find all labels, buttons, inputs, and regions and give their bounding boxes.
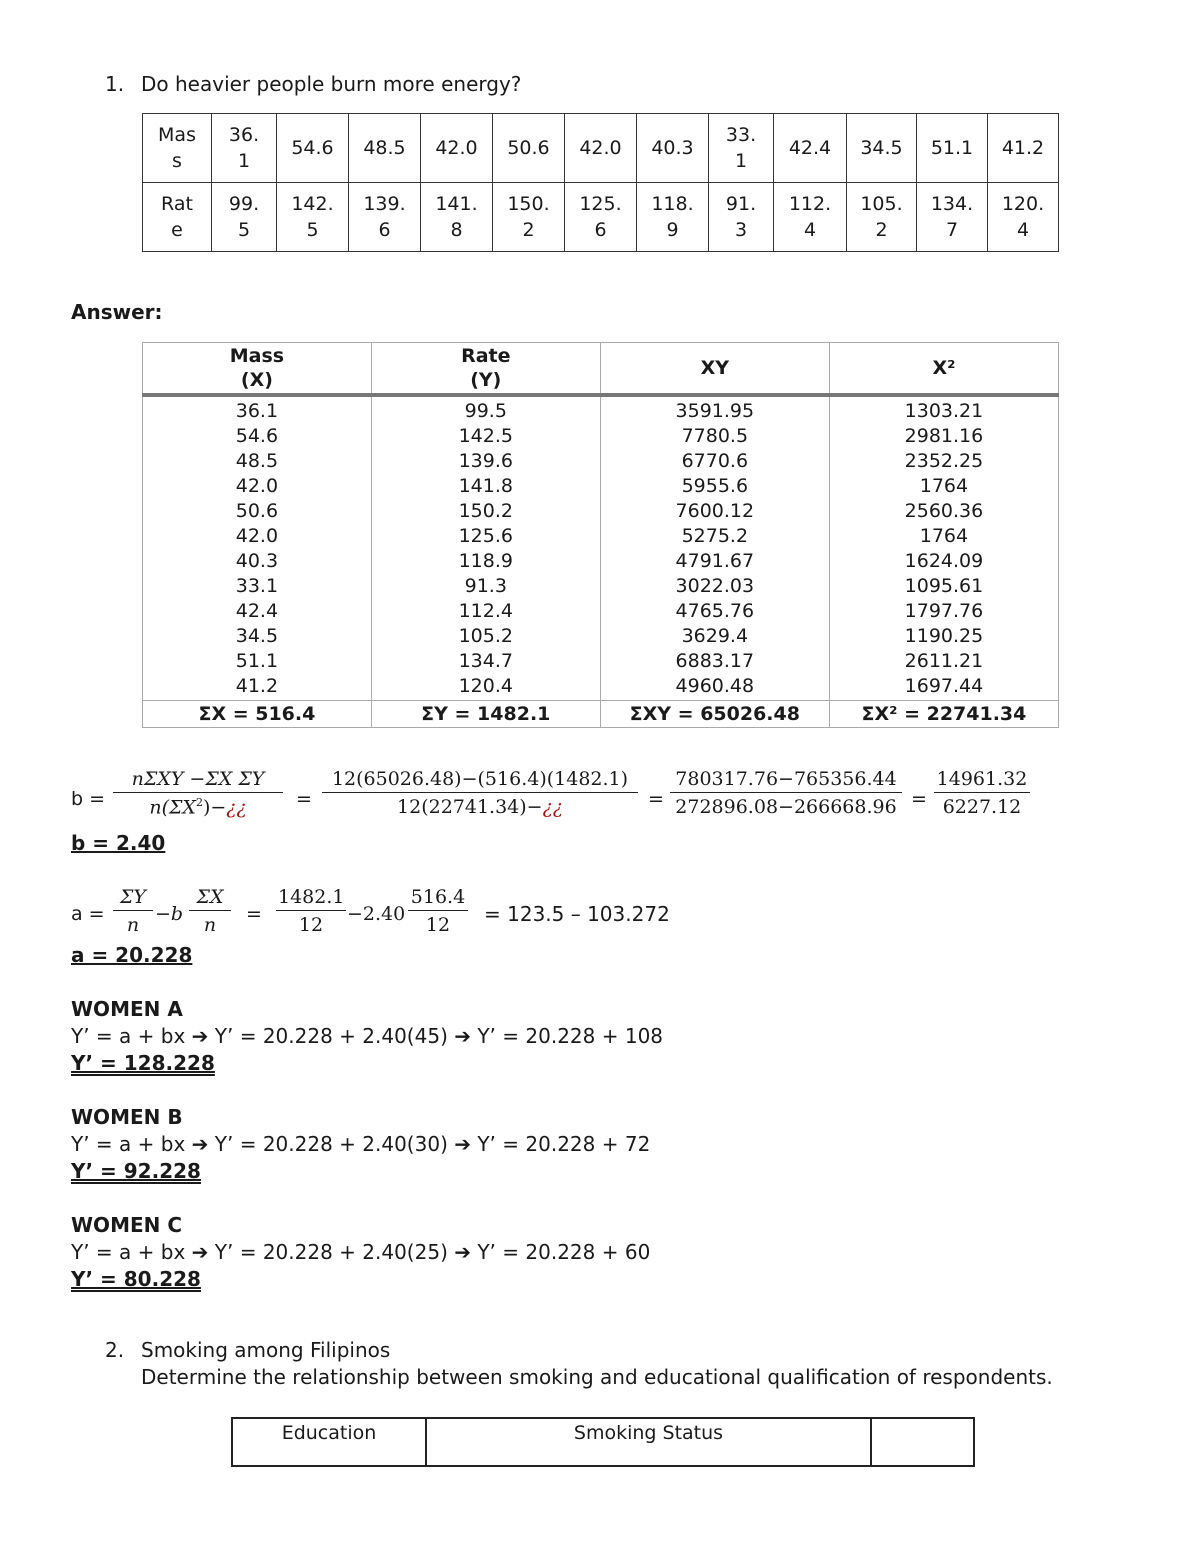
value-cell: 36.1 [235, 400, 279, 422]
mass-cell-text: 42.0 [579, 137, 622, 159]
a-f4-den: 12 [425, 914, 451, 936]
column-xy [600, 395, 829, 701]
value-cell: 134.7 [458, 650, 513, 672]
row-label-rate-text: Rat [161, 193, 193, 215]
a-f3-num: 1482.1 [276, 886, 346, 911]
value-cell: 6883.17 [675, 650, 755, 672]
rate-cell-text: 139. [363, 193, 406, 215]
smoking-header-status: Smoking Status [426, 1418, 871, 1466]
a-fraction-sum-y [276, 886, 346, 936]
rate-cell-text: 2 [875, 219, 888, 241]
a-fraction-y [113, 886, 153, 936]
mass-cell [637, 114, 709, 183]
rate-cell-text: 99. [228, 193, 260, 215]
smoking-header-education: Education [232, 1418, 426, 1466]
header-text: (X) [240, 369, 273, 391]
row-label-rate-text: e [171, 219, 183, 241]
rate-cell [709, 183, 774, 252]
sum-rate-y: ΣY = 1482.1 [371, 701, 600, 728]
rate-cell-text: 125. [579, 193, 622, 215]
mass-rate-table [142, 113, 1059, 252]
mass-cell-text: 41.2 [1001, 137, 1045, 159]
rate-cell-text: 9 [666, 219, 679, 241]
value-cell: 50.6 [235, 500, 279, 522]
b-fraction-result [934, 768, 1030, 818]
question-2-subtitle: Determine the relationship between smoking and educational qualification of respondents. [141, 1365, 1053, 1389]
a-minus-b: −b [155, 903, 184, 925]
b-f2-num: 12(65026.48)−(516.4)(1482.1) [322, 768, 638, 793]
b-result: b = 2.40 [71, 831, 166, 855]
women-a-title: WOMEN A [71, 997, 183, 1021]
value-cell: 48.5 [235, 450, 279, 472]
value-cell: 1190.25 [904, 625, 984, 647]
mass-cell-text: 1 [237, 150, 251, 172]
rate-cell-text: 105. [860, 193, 903, 215]
mass-cell [565, 114, 637, 183]
mass-cell [774, 114, 847, 183]
value-cell: 7780.5 [681, 425, 749, 447]
header-text: (Y) [470, 369, 502, 391]
b-f4-den: 6227.12 [942, 796, 1022, 818]
b-fraction-expanded [670, 768, 902, 818]
value-cell: 112.4 [458, 600, 513, 622]
a-fraction-x [189, 886, 231, 936]
header-text: Rate [461, 345, 511, 367]
value-cell: 1764 [919, 525, 969, 547]
a-f1-den: n [126, 914, 140, 936]
mass-cell [917, 114, 988, 183]
rate-cell [917, 183, 988, 252]
answer-table-body [143, 395, 1059, 701]
value-cell: 139.6 [458, 450, 513, 472]
a-lhs: a = [71, 903, 105, 925]
rate-cell [421, 183, 493, 252]
mass-cell [988, 114, 1059, 183]
header-mass-x [143, 343, 372, 396]
smoking-table [231, 1417, 975, 1467]
mass-cell [709, 114, 774, 183]
b-f3-den: 272896.08−266668.96 [675, 796, 897, 818]
b-fraction-values [322, 768, 638, 818]
rate-cell [493, 183, 565, 252]
rate-cell [212, 183, 277, 252]
value-cell: 34.5 [235, 625, 279, 647]
mass-cell-text: 40.3 [651, 137, 694, 159]
rate-cell-text: 150. [507, 193, 550, 215]
value-cell: 1797.76 [904, 600, 984, 622]
question-number: 2. [105, 1338, 125, 1362]
mass-cell [493, 114, 565, 183]
b-fraction-general [113, 768, 283, 818]
header-rate-y [371, 343, 600, 396]
question-2-title [105, 1338, 390, 1362]
rate-cell-text: 141. [435, 193, 478, 215]
b-eq-2: = [648, 788, 664, 810]
value-cell: 40.3 [235, 550, 279, 572]
b-eq-3: = [911, 788, 927, 810]
sum-xy: ΣXY = 65026.48 [600, 701, 829, 728]
value-cell: 3629.4 [681, 625, 749, 647]
answer-label: Answer: [71, 300, 163, 324]
column-x-squared [829, 395, 1058, 701]
rate-cell-text: 142. [291, 193, 334, 215]
b-f1-den-red: ¿¿ [226, 796, 247, 819]
rate-cell-text: 8 [450, 219, 463, 241]
b-f3-num: 780317.76−765356.44 [670, 768, 902, 793]
a-eq: = [246, 903, 262, 925]
answer-table-sums [143, 701, 1059, 728]
smoking-header-empty [871, 1418, 974, 1466]
rate-cell [277, 183, 349, 252]
mass-cell-text: 34.5 [860, 137, 903, 159]
rate-cell-text: 6 [594, 219, 607, 241]
b-f4-num: 14961.32 [934, 768, 1030, 793]
value-cell: 42.0 [235, 525, 279, 547]
value-cell: 91.3 [464, 575, 507, 597]
rate-cell [774, 183, 847, 252]
a-f3-den: 12 [298, 914, 324, 936]
rate-cell [349, 183, 421, 252]
header-xy [600, 343, 829, 396]
a-f2-num: ΣX [189, 886, 231, 911]
row-label-rate [143, 183, 212, 252]
value-cell: 1095.61 [904, 575, 984, 597]
rate-cell-text: 4 [1016, 219, 1030, 241]
b-f1-den: n(ΣX [149, 796, 196, 819]
women-b-line: Y’ = a + bx ➔ Y’ = 20.228 + 2.40(30) ➔ Y’ = 20.228 + 72 [71, 1132, 651, 1156]
answer-table-header [143, 343, 1059, 396]
rate-cell [988, 183, 1059, 252]
rate-cell-text: 91. [725, 193, 757, 215]
women-b-title: WOMEN B [71, 1105, 183, 1129]
value-cell: 118.9 [458, 550, 513, 572]
column-mass-x [143, 395, 372, 701]
a-tail: = 123.5 – 103.272 [484, 902, 670, 926]
b-eq-1: = [296, 788, 312, 810]
value-cell: 1624.09 [904, 550, 984, 572]
value-cell: 125.6 [458, 525, 513, 547]
answer-table [142, 342, 1059, 728]
value-cell: 105.2 [458, 625, 513, 647]
rate-row [143, 183, 1059, 252]
women-c-line: Y’ = a + bx ➔ Y’ = 20.228 + 2.40(25) ➔ Y’ = 20.228 + 60 [71, 1240, 651, 1264]
question-1-title [105, 72, 521, 96]
value-cell: 54.6 [235, 425, 279, 447]
rate-cell [637, 183, 709, 252]
header-text: Mass [229, 345, 285, 367]
rate-cell-text: 7 [945, 219, 959, 241]
question-text: Smoking among Filipinos [141, 1338, 391, 1362]
header-text: XY [700, 357, 730, 379]
rate-cell-text: 118. [651, 193, 694, 215]
b-f1-sup: 2 [195, 796, 203, 809]
women-c-title: WOMEN C [71, 1213, 183, 1237]
value-cell: 5955.6 [681, 475, 749, 497]
value-cell: 42.0 [235, 475, 279, 497]
mass-cell-text: 54.6 [291, 137, 334, 159]
row-label-mass-text: Mas [158, 124, 196, 146]
value-cell: 120.4 [458, 675, 513, 697]
value-cell: 41.2 [235, 675, 279, 697]
women-a-result: Y’ = 128.228 [71, 1051, 215, 1075]
value-cell: 5275.2 [681, 525, 749, 547]
women-b-result: Y’ = 92.228 [71, 1159, 201, 1183]
value-cell: 6770.6 [681, 450, 749, 472]
b-f1-den-b: )− [202, 796, 227, 819]
value-cell: 4765.76 [675, 600, 755, 622]
header-text: X² [932, 357, 956, 379]
value-cell: 7600.12 [675, 500, 755, 522]
value-cell: 3022.03 [675, 575, 755, 597]
value-cell: 142.5 [458, 425, 513, 447]
rate-cell-text: 5 [237, 219, 251, 241]
row-label-mass-text: s [172, 150, 182, 172]
sum-mass-x: ΣX = 516.4 [143, 701, 372, 728]
mass-cell-text: 42.0 [435, 137, 478, 159]
a-fraction-sum-x [408, 886, 468, 936]
question-text: Do heavier people burn more energy? [141, 72, 522, 96]
value-cell: 3591.95 [675, 400, 755, 422]
b-lhs: b = [71, 788, 106, 810]
value-cell: 2611.21 [904, 650, 984, 672]
row-label-mass [143, 114, 212, 183]
mass-cell-text: 33. [725, 124, 757, 146]
mass-cell-text: 42.4 [788, 137, 832, 159]
b-f2-den: 12(22741.34)− [397, 796, 543, 818]
value-cell: 42.4 [235, 600, 279, 622]
mass-cell [847, 114, 917, 183]
header-x-squared [829, 343, 1058, 396]
a-minus: −2.40 [347, 903, 406, 925]
value-cell: 2981.16 [904, 425, 984, 447]
mass-cell [212, 114, 277, 183]
value-cell: 4791.67 [675, 550, 755, 572]
value-cell: 1764 [919, 475, 969, 497]
rate-cell-text: 4 [803, 219, 817, 241]
sum-x-squared: ΣX² = 22741.34 [829, 701, 1058, 728]
a-f2-den: n [203, 914, 217, 936]
mass-cell [421, 114, 493, 183]
mass-cell [349, 114, 421, 183]
value-cell: 2560.36 [904, 500, 984, 522]
value-cell: 1303.21 [904, 400, 984, 422]
mass-cell-text: 1 [734, 150, 748, 172]
a-f4-num: 516.4 [408, 886, 468, 911]
rate-cell-text: 120. [1001, 193, 1045, 215]
rate-cell-text: 3 [734, 219, 748, 241]
column-rate-y [371, 395, 600, 701]
value-cell: 51.1 [235, 650, 279, 672]
women-c-result: Y’ = 80.228 [71, 1267, 201, 1291]
rate-cell-text: 134. [930, 193, 974, 215]
mass-cell-text: 48.5 [363, 137, 406, 159]
value-cell: 150.2 [458, 500, 513, 522]
rate-cell [565, 183, 637, 252]
rate-cell-text: 2 [522, 219, 535, 241]
value-cell: 2352.25 [904, 450, 984, 472]
rate-cell-text: 112. [788, 193, 832, 215]
rate-cell-text: 6 [378, 219, 391, 241]
mass-cell-text: 51.1 [930, 137, 974, 159]
value-cell: 141.8 [458, 475, 513, 497]
rate-cell-text: 5 [306, 219, 319, 241]
mass-cell [277, 114, 349, 183]
b-f1-num: nΣXY −ΣX ΣY [113, 768, 283, 793]
rate-cell [847, 183, 917, 252]
a-f1-num: ΣY [113, 886, 153, 911]
women-a-line: Y’ = a + bx ➔ Y’ = 20.228 + 2.40(45) ➔ Y’ = 20.228 + 108 [71, 1024, 664, 1048]
b-f2-den-red: ¿¿ [542, 796, 563, 818]
value-cell: 4960.48 [675, 675, 755, 697]
question-number: 1. [105, 72, 125, 96]
value-cell: 33.1 [235, 575, 279, 597]
mass-cell-text: 50.6 [507, 137, 550, 159]
value-cell: 99.5 [464, 400, 507, 422]
value-cell: 1697.44 [904, 675, 984, 697]
a-result: a = 20.228 [71, 943, 193, 967]
mass-cell-text: 36. [228, 124, 260, 146]
mass-row [143, 114, 1059, 183]
